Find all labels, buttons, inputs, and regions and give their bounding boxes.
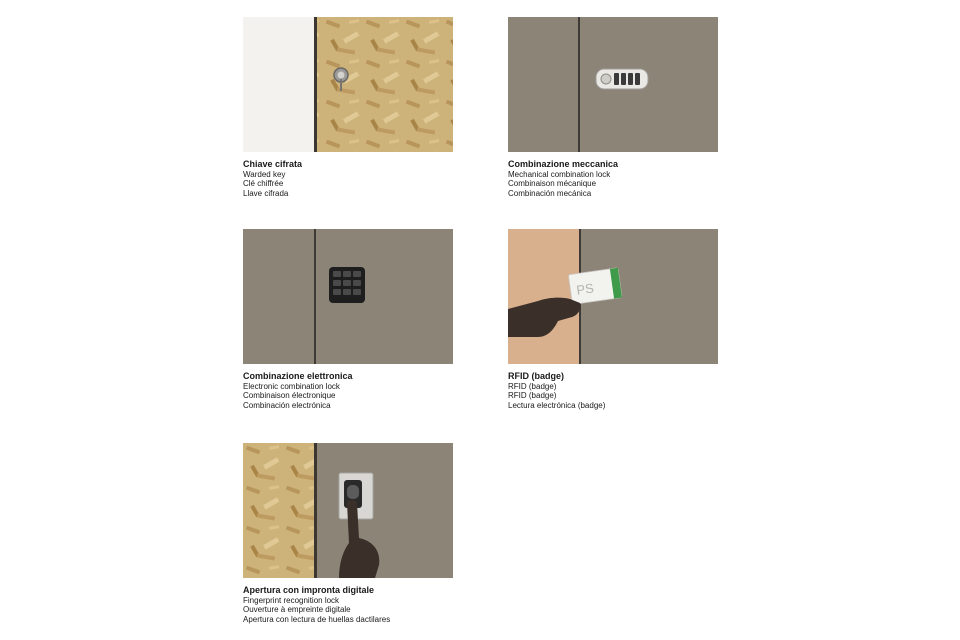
- badge-logo: PS: [575, 280, 595, 298]
- lock-option-desc-fr: Clé chiffrée: [243, 179, 284, 189]
- lock-option-desc-en: Electronic combination lock: [243, 381, 340, 391]
- lock-option-electronic-combination: [243, 229, 453, 410]
- lock-option-rfid: [508, 229, 718, 410]
- rfid-badge-lock-photo: [508, 229, 718, 364]
- lock-option-desc-fr: RFID (badge): [508, 391, 557, 401]
- lock-option-desc-es: Combinación electrónica: [243, 400, 331, 410]
- mechanical-combination-lock-photo: [508, 17, 718, 152]
- lock-option-title: Combinazione elettronica: [243, 371, 353, 381]
- fingerprint-lock-photo: [243, 443, 453, 578]
- lock-option-fingerprint: [243, 443, 453, 624]
- lock-option-desc-en: Mechanical combination lock: [508, 169, 611, 179]
- lock-option-desc-fr: Ouverture à empreinte digitale: [243, 605, 351, 615]
- lock-option-desc-en: Warded key: [243, 169, 286, 179]
- lock-option-warded-key: [243, 17, 453, 198]
- lock-option-title: Chiave cifrata: [243, 159, 303, 169]
- lock-option-mechanical-combination: [508, 17, 718, 198]
- lock-option-title: Apertura con impronta digitale: [243, 585, 375, 595]
- lock-option-title: RFID (badge): [508, 371, 564, 381]
- lock-option-desc-es: Llave cifrada: [243, 188, 289, 198]
- lock-option-desc-fr: Combinaison électronique: [243, 391, 336, 401]
- lock-option-desc-en: Fingerprint recognition lock: [243, 595, 340, 605]
- lock-option-desc-es: Combinación mecánica: [508, 188, 592, 198]
- lock-option-title: Combinazione meccanica: [508, 159, 619, 169]
- lock-option-desc-fr: Combinaison mécanique: [508, 179, 597, 189]
- lock-option-desc-en: RFID (badge): [508, 381, 557, 391]
- warded-key-lock-photo: [243, 17, 453, 152]
- lock-option-desc-es: Apertura con lectura de huellas dactilares: [243, 614, 391, 624]
- lock-option-desc-es: Lectura electrónica (badge): [508, 400, 606, 410]
- electronic-keypad-lock-photo: [243, 229, 453, 364]
